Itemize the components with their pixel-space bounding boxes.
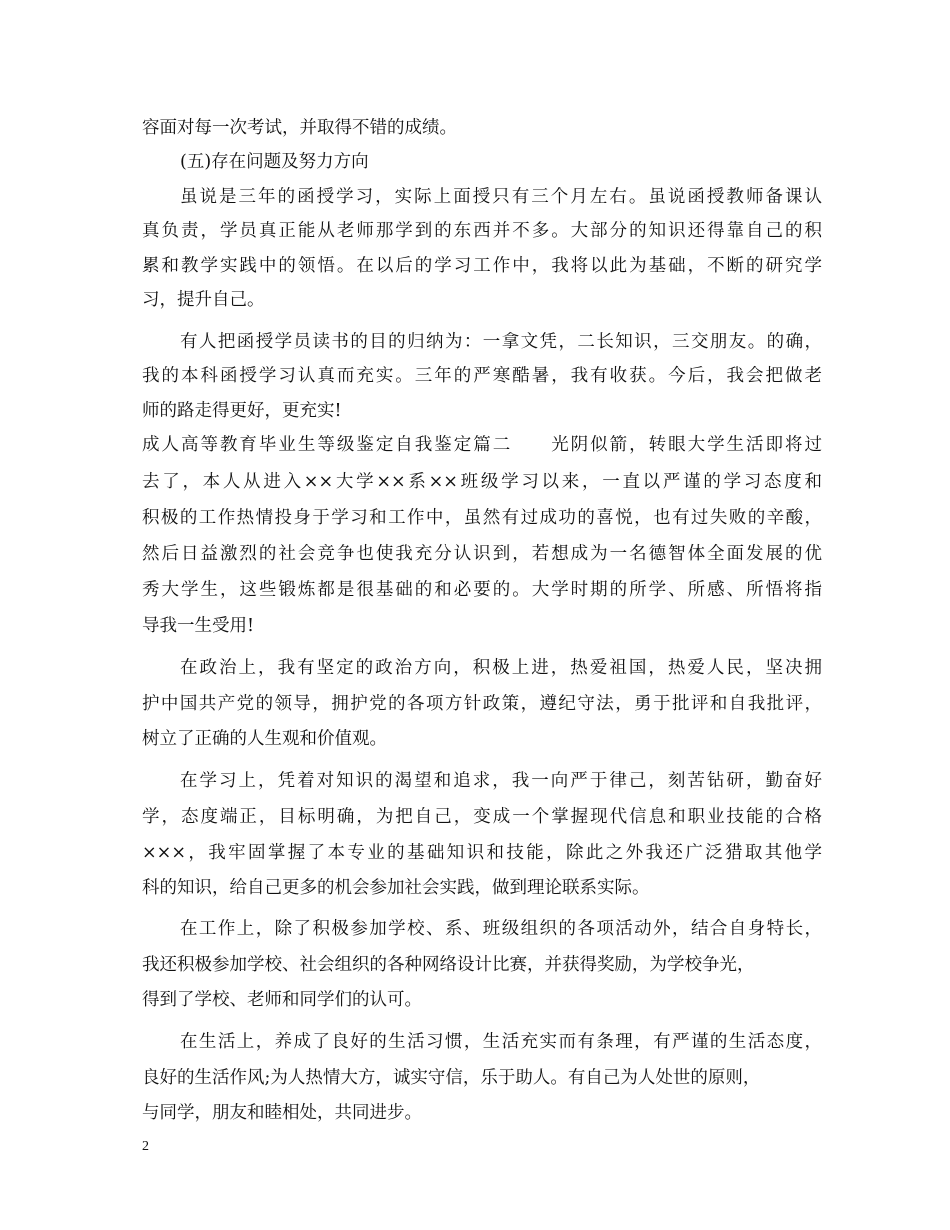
text-line: 习，提升自己。 bbox=[142, 290, 265, 310]
text-line: 树立了正确的人生观和价值观。 bbox=[142, 729, 387, 749]
text-line: 在工作上，除了积极参加学校、系、班级组织的各项活动外，结合自身特长， bbox=[180, 919, 822, 939]
text-line: 在学习上，凭着对知识的渴望和追求，我一向严于律己，刻苦钻研，勤奋好 bbox=[180, 771, 822, 791]
text-line: 去了，本人从进入××大学××系××班级学习以来，一直以严谨的学习态度和 bbox=[142, 472, 822, 492]
text-line: 秀大学生，这些锻炼都是很基础的和必要的。大学时期的所学、所感、所悟将指 bbox=[142, 580, 822, 600]
text-line: ×××，我牢固掌握了本专业的基础知识和技能，除此之外我还广泛猎取其他学 bbox=[142, 843, 822, 863]
text-line: 导我一生受用! bbox=[142, 616, 255, 636]
text-line: 然后日益激烈的社会竞争也使我充分认识到，若想成为一名德智体全面发展的优 bbox=[142, 544, 822, 564]
text-line: 与同学，朋友和睦相处，共同进步。 bbox=[142, 1103, 422, 1123]
text-line: 我的本科函授学习认真而充实。三年的严寒酷暑，我有收获。今后，我会把做老 bbox=[142, 366, 822, 386]
text-line: 在生活上，养成了良好的生活习惯，生活充实而有条理，有严谨的生活态度， bbox=[180, 1032, 822, 1052]
text-line: 在政治上，我有坚定的政治方向，积极上进，热爱祖国，热爱人民，坚决拥 bbox=[180, 658, 822, 678]
text-line: 师的路走得更好，更充实! bbox=[142, 401, 342, 421]
text-line: 虽说是三年的函授学习，实际上面授只有三个月左右。虽说函授教师备课认 bbox=[180, 187, 822, 207]
text-line: 积极的工作热情投身于学习和工作中，虽然有过成功的喜悦，也有过失败的辛酸， bbox=[142, 508, 822, 528]
text-line: 护中国共产党的领导，拥护党的各项方针政策，遵纪守法，勇于批评和自我批评， bbox=[142, 694, 822, 714]
text-line: 学，态度端正，目标明确，为把自己，变成一个掌握现代信息和职业技能的合格 bbox=[142, 807, 822, 827]
text-line: 良好的生活作风;为人热情大方，诚实守信，乐于助人。有自己为人处世的原则， bbox=[142, 1068, 761, 1088]
text-line: 有人把函授学员读书的目的归纳为：一拿文凭，二长知识，三交朋友。的确， bbox=[180, 332, 822, 352]
section-heading: (五)存在问题及努力方向 bbox=[180, 152, 369, 172]
text-line: 累和教学实践中的领悟。在以后的学习工作中，我将以此为基础，不断的研究学 bbox=[142, 256, 822, 276]
text-line: 科的知识，给自己更多的机会参加社会实践，做到理论联系实际。 bbox=[142, 878, 650, 898]
text-line: 我还积极参加学校、社会组织的各种网络设计比赛，并获得奖励，为学校争光， bbox=[142, 955, 755, 975]
text-line: 真负责，学员真正能从老师那学到的东西并不多。大部分的知识还得靠自己的积 bbox=[142, 221, 822, 241]
text-line: 得到了学校、老师和同学们的认可。 bbox=[142, 990, 422, 1010]
article-title-line: 成人高等教育毕业生等级鉴定自我鉴定篇二 光阴似箭，转眼大学生活即将过 bbox=[142, 435, 822, 455]
text-line: 容面对每一次考试，并取得不错的成绩。 bbox=[142, 118, 457, 138]
page-number: 2 bbox=[142, 1139, 149, 1154]
